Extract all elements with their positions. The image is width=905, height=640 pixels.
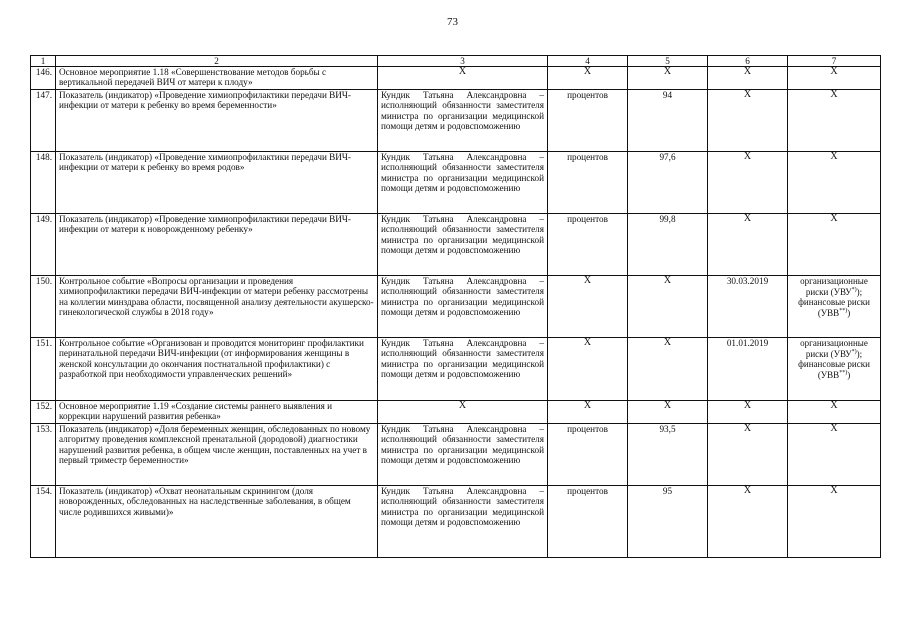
row-value: 97,6 — [628, 152, 708, 214]
table-row — [31, 338, 881, 401]
row-value: X — [628, 401, 708, 424]
row-unit: процентов — [548, 152, 628, 214]
row-responsible: Кундик Татьяна Александровна – исполняющий обязанности заместителя министра по организации медицинской помощи детям и родовспоможению — [378, 90, 548, 152]
row-responsible: X — [378, 67, 548, 90]
row-value: 95 — [628, 486, 708, 558]
row-value: 93,5 — [628, 424, 708, 486]
row-number: 150. — [31, 276, 56, 338]
row-unit: процентов — [548, 486, 628, 558]
row-unit: X — [548, 67, 628, 90]
row-date: X — [708, 424, 788, 486]
row-risk: X — [788, 424, 881, 486]
row-number: 149. — [31, 214, 56, 276]
row-name: Контрольное событие «Организован и проводится мониторинг профилактики перинатальной передачи ВИЧ-инфекции (от информирования женщины в женской консультации до окончания постнатальной профилактики) с разработкой при необходимости управленческих решений» — [56, 338, 378, 401]
table-row — [31, 67, 881, 90]
col-header-7: 7 — [788, 56, 881, 67]
program-table — [30, 55, 881, 558]
row-unit: X — [548, 401, 628, 424]
row-risk: X — [788, 401, 881, 424]
col-header-1: 1 — [31, 56, 56, 67]
table-row — [31, 424, 881, 486]
row-risk: X — [788, 90, 881, 152]
row-unit: процентов — [548, 90, 628, 152]
row-value: X — [628, 338, 708, 401]
col-header-3: 3 — [378, 56, 548, 67]
row-responsible: Кундик Татьяна Александровна – исполняющий обязанности заместителя министра по организации медицинской помощи детям и родовспоможению — [378, 276, 548, 338]
table-row — [31, 214, 881, 276]
row-responsible: Кундик Татьяна Александровна – исполняющий обязанности заместителя министра по организации медицинской помощи детям и родовспоможению — [378, 152, 548, 214]
table-row — [31, 152, 881, 214]
col-header-4: 4 — [548, 56, 628, 67]
col-header-2: 2 — [56, 56, 378, 67]
row-risk: X — [788, 214, 881, 276]
header-row — [31, 56, 881, 67]
row-number: 147. — [31, 90, 56, 152]
row-date: X — [708, 214, 788, 276]
row-name: Показатель (индикатор) «Охват неонатальным скринингом (доля новорожденных, обследованных на наследственные заболевания, в общем числе родившихся живыми)» — [56, 486, 378, 558]
page-number: 73 — [447, 16, 458, 28]
row-name: Показатель (индикатор) «Проведение химиопрофилактики передачи ВИЧ-инфекции от матери к ребенку во время родов» — [56, 152, 378, 214]
row-unit: X — [548, 276, 628, 338]
row-value: X — [628, 276, 708, 338]
col-header-6: 6 — [708, 56, 788, 67]
row-responsible: Кундик Татьяна Александровна – исполняющий обязанности заместителя министра по организации медицинской помощи детям и родовспоможению — [378, 214, 548, 276]
row-date: X — [708, 67, 788, 90]
row-value: 94 — [628, 90, 708, 152]
row-risk: X — [788, 67, 881, 90]
table-row — [31, 90, 881, 152]
row-risk: X — [788, 486, 881, 558]
row-number: 153. — [31, 424, 56, 486]
row-name: Основное мероприятие 1.18 «Совершенствование методов борьбы с вертикальной передачей ВИЧ от матери к плоду» — [56, 67, 378, 90]
row-responsible: Кундик Татьяна Александровна – исполняющий обязанности заместителя министра по организации медицинской помощи детям и родовспоможению — [378, 424, 548, 486]
row-value: 99,8 — [628, 214, 708, 276]
row-date: 01.01.2019 — [708, 338, 788, 401]
row-risk: организационные риски (УВУ*)); финансовые риски (УВВ**)) — [788, 338, 881, 401]
row-number: 151. — [31, 338, 56, 401]
row-number: 154. — [31, 486, 56, 558]
row-number: 148. — [31, 152, 56, 214]
row-date: X — [708, 152, 788, 214]
row-unit: процентов — [548, 214, 628, 276]
row-date: X — [708, 486, 788, 558]
row-responsible: Кундик Татьяна Александровна – исполняющий обязанности заместителя министра по организации медицинской помощи детям и родовспоможению — [378, 486, 548, 558]
row-responsible: X — [378, 401, 548, 424]
row-risk: X — [788, 152, 881, 214]
table-row — [31, 486, 881, 558]
row-date: X — [708, 90, 788, 152]
row-number: 152. — [31, 401, 56, 424]
row-date: X — [708, 401, 788, 424]
table-row — [31, 276, 881, 338]
row-unit: процентов — [548, 424, 628, 486]
row-name: Показатель (индикатор) «Проведение химиопрофилактики передачи ВИЧ-инфекции от матери к ребенку во время беременности» — [56, 90, 378, 152]
row-risk: организационные риски (УВУ*)); финансовые риски (УВВ**)) — [788, 276, 881, 338]
row-name: Показатель (индикатор) «Доля беременных женщин, обследованных по новому алгоритму проведения комплексной пренатальной (дородовой) диагностики нарушений развития ребенка, в общем числе женщин, поставленных на учет в первый триместр беременности» — [56, 424, 378, 486]
row-date: 30.03.2019 — [708, 276, 788, 338]
row-value: X — [628, 67, 708, 90]
row-responsible: Кундик Татьяна Александровна – исполняющий обязанности заместителя министра по организации медицинской помощи детям и родовспоможению — [378, 338, 548, 401]
table-row — [31, 401, 881, 424]
row-name: Основное мероприятие 1.19 «Создание системы раннего выявления и коррекции нарушений развития ребенка» — [56, 401, 378, 424]
row-number: 146. — [31, 67, 56, 90]
row-unit: X — [548, 338, 628, 401]
col-header-5: 5 — [628, 56, 708, 67]
row-name: Показатель (индикатор) «Проведение химиопрофилактики передачи ВИЧ-инфекции от матери к новорожденному ребенку» — [56, 214, 378, 276]
row-name: Контрольное событие «Вопросы организации и проведения химиопрофилактики передачи ВИЧ-инфекции от матери ребенку рассмотрены на коллегии минздрава области, посвященной анализу деятельности акушерско-гинекологической службы в 2018 году» — [56, 276, 378, 338]
